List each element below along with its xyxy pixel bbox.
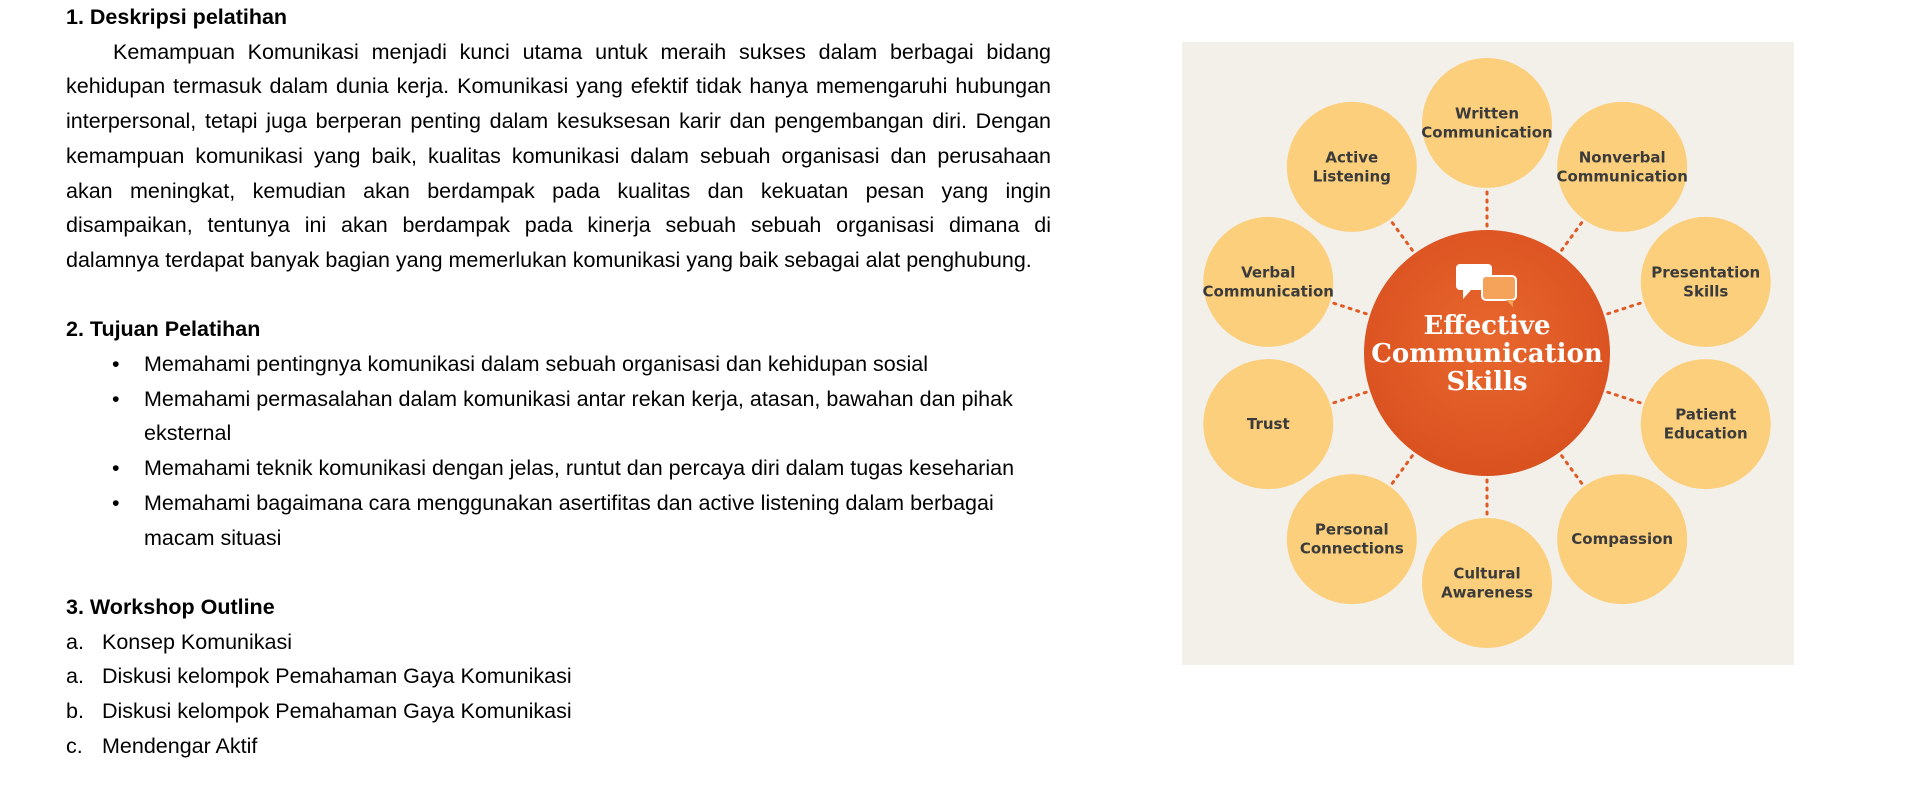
bullet-icon: •: [112, 456, 120, 481]
section-3-title: 3. Workshop Outline: [66, 594, 275, 619]
list-item: a. Konsep Komunikasi: [66, 625, 1051, 660]
skill-label: Connections: [1299, 539, 1404, 558]
document-body: [66, 0, 1051, 763]
objectives-list: [66, 347, 1051, 555]
list-item: • Memahami bagaimana cara menggunakan asertifitas dan active listening dalam berbagai macam situasi: [144, 486, 1051, 555]
spacer: [66, 278, 1051, 313]
skill-label: Communication: [1556, 167, 1688, 186]
bullet-icon: •: [112, 386, 120, 411]
skill-label: Cultural: [1453, 564, 1521, 583]
skills-diagram: [1182, 42, 1794, 665]
skill-label: Verbal: [1241, 263, 1296, 282]
skill-node: [1287, 474, 1417, 604]
skill-node: [1641, 359, 1771, 489]
skill-node: [1203, 359, 1333, 489]
list-item: c. Mendengar Aktif: [66, 729, 1051, 764]
skill-node: [1287, 102, 1417, 232]
communication-skills-figure: [1182, 42, 1794, 665]
skill-label: Personal: [1314, 520, 1389, 539]
list-item: a. Diskusi kelompok Pemahaman Gaya Komunikasi: [66, 659, 1051, 694]
skill-node: [1422, 518, 1552, 648]
center-title-line2: Communication: [1371, 339, 1603, 369]
outline-list: [66, 625, 1051, 764]
skill-node: [1641, 217, 1771, 347]
skill-node: [1203, 217, 1334, 347]
section-1-title: 1. Deskripsi pelatihan: [66, 5, 288, 29]
skill-label: Patient: [1675, 405, 1737, 424]
section-1-paragraph: Kemampuan Komunikasi menjadi kunci utama untuk meraih sukses dalam berbagai bidang kehidupan termasuk dalam dunia kerja. Komunikasi yang efektif tidak hanya memengaruhi hubungan interpersonal, tetapi juga berperan penting dalam kesuksesan karir dan pengembangan diri. Dengan kemampuan komunikasi yang baik, kualitas komunikasi dalam sebuah organisasi dan perusahaan akan meningkat, kemudian akan berdampak pada kualitas dan kekuatan pesan yang ingin disampaikan, tentunya ini akan berdampak pada kinerja sebuah sebuah organisasi dimana di dalamnya terdapat banyak bagian yang memerlukan komunikasi yang baik sebagai alat penghubung.: [66, 39, 1051, 272]
skill-label: Communication: [1202, 282, 1334, 301]
list-item: • Memahami teknik komunikasi dengan jelas, runtut dan percaya diri dalam tugas keseharian: [144, 451, 1051, 486]
skill-node: [1421, 58, 1552, 188]
skill-label: Skills: [1683, 282, 1729, 301]
skill-label: Compassion: [1571, 530, 1674, 549]
skill-node: [1557, 474, 1687, 604]
skill-node: [1556, 102, 1687, 232]
center-title-line1: Effective: [1423, 311, 1551, 341]
spacer: [66, 555, 1051, 590]
skill-label: Trust: [1246, 415, 1290, 434]
skill-label: Active: [1325, 148, 1379, 167]
list-marker: a.: [66, 664, 84, 689]
list-item: • Memahami permasalahan dalam komunikasi antar rekan kerja, atasan, bawahan dan pihak eksternal: [144, 382, 1051, 451]
list-item: • Memahami pentingnya komunikasi dalam sebuah organisasi dan kehidupan sosial: [144, 347, 1051, 382]
skill-label: Communication: [1421, 123, 1553, 142]
list-item: b. Diskusi kelompok Pemahaman Gaya Komunikasi: [66, 694, 1051, 729]
skill-label: Education: [1663, 424, 1748, 443]
skill-label: Nonverbal: [1578, 148, 1666, 167]
list-marker: a.: [66, 629, 84, 654]
list-marker: b.: [66, 699, 84, 724]
center-title-line3: Skills: [1446, 367, 1528, 397]
skill-label: Presentation: [1651, 263, 1761, 282]
list-marker: c.: [66, 733, 83, 758]
bullet-icon: •: [112, 490, 120, 515]
skill-label: Written: [1454, 104, 1520, 123]
skill-label: Awareness: [1441, 583, 1533, 602]
section-2-title: 2. Tujuan Pelatihan: [66, 317, 261, 342]
bullet-icon: •: [112, 352, 120, 377]
skill-label: Listening: [1312, 167, 1391, 186]
